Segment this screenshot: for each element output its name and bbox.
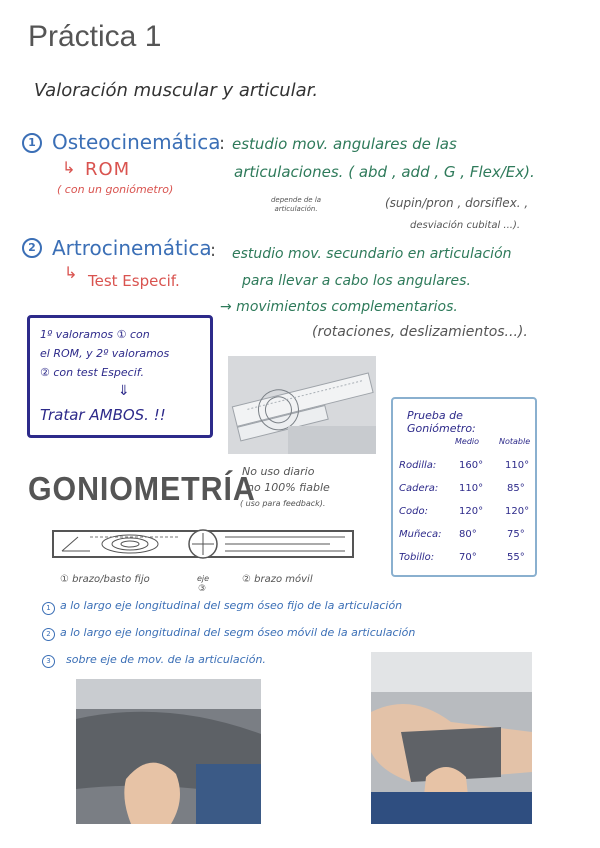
table-cell-notable: 55° xyxy=(507,552,525,563)
summary-box xyxy=(27,315,213,438)
artro-desc-line2: para llevar a cabo los angulares. xyxy=(242,273,471,289)
artro-desc-line4: (rotaciones, deslizamientos...). xyxy=(312,324,528,340)
summary-line3: ② con test Especif. xyxy=(40,366,144,379)
section-number-2: 2 xyxy=(22,238,42,258)
table-row-joint: Codo: xyxy=(399,506,428,517)
table-title: Prueba de Goniómetro: xyxy=(407,409,476,435)
table-row-joint: Rodilla: xyxy=(399,460,437,471)
table-cell-notable: 75° xyxy=(507,529,525,540)
step-number: 1 xyxy=(42,602,55,615)
osteo-extra-line2: desviación cubital ...). xyxy=(410,220,521,231)
goniometer-table xyxy=(391,397,537,577)
gonio-note-line3: ( uso para feedback). xyxy=(240,499,326,508)
photo-right-illustration xyxy=(371,652,532,824)
label-mobile-arm: ② brazo móvil xyxy=(242,574,313,585)
photo-left-illustration xyxy=(76,679,261,824)
rom-note: ( con un goniómetro) xyxy=(57,183,174,196)
goniometer-diagram xyxy=(50,525,360,570)
artro-desc-line1: estudio mov. secundario en articulación xyxy=(232,246,512,262)
column-header-medio: Medio xyxy=(455,437,480,446)
step-number: 2 xyxy=(42,628,55,641)
section1-colon: : xyxy=(219,133,226,154)
section-number-1: 1 xyxy=(22,133,42,153)
arrow-icon: ↳ xyxy=(62,158,76,177)
summary-line4: Tratar AMBOS. !! xyxy=(40,406,166,424)
page-title: Práctica 1 xyxy=(28,20,162,53)
goniometer-illustration xyxy=(228,356,376,454)
goniometry-photo-right xyxy=(371,652,532,824)
table-row-joint: Tobillo: xyxy=(399,552,435,563)
step-number: 3 xyxy=(42,655,55,668)
summary-line2: el ROM, y 2º valoramos xyxy=(40,347,170,360)
test-especif-label: Test Especif. xyxy=(88,272,180,290)
table-cell-medio: 120° xyxy=(459,506,484,517)
summary-line1: 1º valoramos ① con xyxy=(40,328,150,341)
table-cell-medio: 110° xyxy=(459,483,484,494)
artro-desc-line3: → movimientos complementarios. xyxy=(220,299,458,315)
osteo-extra-line1: (supin/pron , dorsiflex. , xyxy=(385,196,529,210)
osteocinematica-heading: Osteocinemática xyxy=(52,130,221,154)
column-header-notable: Notable xyxy=(499,437,531,446)
rom-label: ROM xyxy=(85,159,131,180)
arrow-icon: ↳ xyxy=(64,263,78,282)
step-text: a lo largo eje longitudinal del segm óseo móvil de la articulación xyxy=(60,626,416,639)
down-arrow-icon: ⇓ xyxy=(118,383,130,399)
gonio-note-line2: no 100% fiable xyxy=(247,481,330,494)
label-fixed-arm: ① brazo/basto fijo xyxy=(60,574,150,585)
table-cell-notable: 110° xyxy=(505,460,530,471)
depends-note: depende de la articulación. xyxy=(270,196,322,213)
label-axis-number: ③ xyxy=(198,584,207,594)
table-row-joint: Muñeca: xyxy=(399,529,442,540)
table-cell-medio: 70° xyxy=(459,552,477,563)
label-axis: eje xyxy=(197,574,210,583)
table-cell-notable: 85° xyxy=(507,483,525,494)
table-row-joint: Cadera: xyxy=(399,483,439,494)
gonio-note-line1: No uso diario xyxy=(242,465,315,478)
table-cell-medio: 160° xyxy=(459,460,484,471)
osteo-desc-line2: articulaciones. ( abd , add , G , Flex/Ex). xyxy=(234,163,535,181)
goniometer-drawing xyxy=(50,525,360,570)
osteo-desc-line1: estudio mov. angulares de las xyxy=(232,135,457,153)
goniometria-heading: GONIOMETRÍA xyxy=(28,470,256,507)
page-subtitle: Valoración muscular y articular. xyxy=(34,80,319,101)
step-text: a lo largo eje longitudinal del segm óseo fijo de la articulación xyxy=(60,599,403,612)
table-cell-notable: 120° xyxy=(505,506,530,517)
goniometer-photo xyxy=(228,356,376,454)
goniometry-photo-left xyxy=(76,679,261,824)
artrocinematica-heading: Artrocinemática xyxy=(52,236,212,260)
step-text: sobre eje de mov. de la articulación. xyxy=(66,653,266,666)
table-cell-medio: 80° xyxy=(459,529,477,540)
section2-colon: : xyxy=(210,240,217,261)
